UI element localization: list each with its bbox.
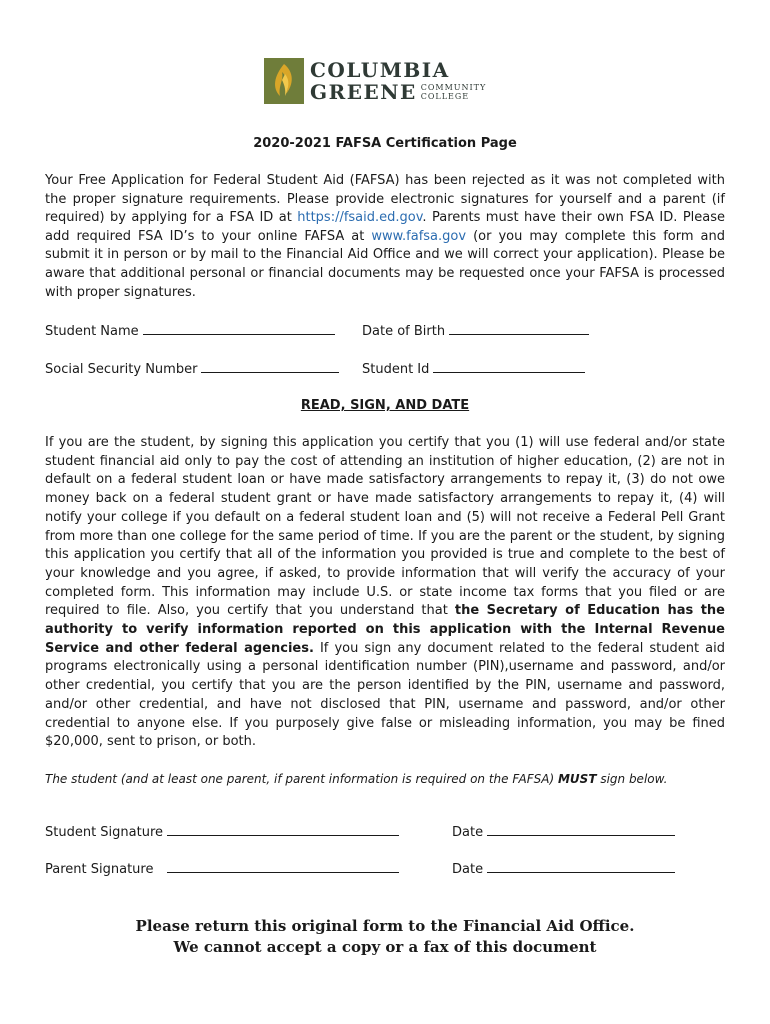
ssn-label: Social Security Number (45, 362, 198, 377)
logo-columbia: COLUMBIA (310, 58, 450, 82)
student-id-label: Student Id (362, 362, 430, 377)
student-signature-field[interactable] (45, 823, 399, 840)
read-sign-date-heading: READ, SIGN, AND DATE (300, 398, 470, 413)
student-name-label: Student Name (45, 324, 139, 339)
ssn-field[interactable] (45, 360, 339, 377)
date-of-birth-label: Date of Birth (362, 324, 446, 339)
parent-date-label: Date (452, 862, 484, 877)
parent-signature-label: Parent Signature (45, 862, 154, 877)
student-signature-label: Student Signature (45, 825, 164, 840)
date-of-birth-line[interactable] (449, 322, 589, 335)
student-id-field[interactable] (362, 360, 585, 377)
date-of-birth-field[interactable] (362, 322, 589, 339)
fafsa-link[interactable]: www.fafsa.gov (371, 228, 467, 244)
fsaid-link[interactable]: https://fsaid.ed.gov (297, 210, 423, 226)
logo-college: COLLEGE (420, 92, 470, 101)
student-signature-line[interactable] (167, 823, 399, 836)
student-date-field[interactable] (452, 823, 675, 840)
footer-copy-notice: We cannot accept a copy or a fax of this document (173, 938, 597, 956)
college-logo (264, 56, 486, 106)
parent-signature-field[interactable] (45, 860, 399, 877)
footer-return-notice: Please return this original form to the Financial Aid Office. (135, 917, 635, 935)
flame-logo-icon (264, 58, 304, 104)
secretary-authority-text: the Secretary of Education has the authority to verify information reported on this application with the Internal Revenue Service and other federal agencies. (45, 603, 725, 656)
ssn-line[interactable] (201, 360, 339, 373)
parent-date-line[interactable] (487, 860, 675, 873)
parent-signature-line[interactable] (167, 860, 399, 873)
page-title: 2020-2021 FAFSA Certification Page (253, 136, 517, 151)
student-id-line[interactable] (433, 360, 585, 373)
student-name-line[interactable] (143, 322, 335, 335)
student-date-line[interactable] (487, 823, 675, 836)
parent-date-field[interactable] (452, 860, 675, 877)
intro-paragraph: Your Free Application for Federal Student Aid (FAFSA) has been rejected as it was not completed with the proper signature requirements. Please provide electronic signatures for yourself and a parent (if required) by applying for a FSA ID at https://fsaid.ed.gov. Parents must have their own FSA ID. Please add required FSA ID’s to your online FAFSA at www.fafsa.gov (or you may complete this form and submit it in person or by mail to the Financial Aid Office and we will correct your application). Please be aware that additional personal or financial documents may be requested once your FAFSA is processed with proper signatures. (45, 173, 725, 300)
certification-paragraph: If you are the student, by signing this application you certify that you (1) will use federal and/or state student financial aid only to pay the cost of attending an institution of higher education, (2) are not in default on a federal student loan or have made satisfactory arrangements to repay it, (3) do not owe money back on a federal student grant or have made satisfactory arrangements to repay it, (4) will notify your college if you default on a federal student loan and (5) will not receive a Federal Pell Grant from more than one college for the same period of time. If you are the parent or the student, by signing this application you certify that all of the information you provided is true and complete to the best of your knowledge and you agree, if asked, to provide information that will verify the accuracy of your completed form. This information may include U.S. or state income tax forms that you filed or are required to file. Also, you certify that you understand that the Secretary of Education has the authority to verify information reported on this application with the Internal Revenue Service and other federal agencies. If you sign any document related to the federal student aid programs electronically using a personal identification number (PIN),username and password, and/or other credential, you certify that you are the person identified by the PIN, username and password, and/or other credential, and have not disclosed that PIN, username and password, and/or other credential to anyone else. If you purposely give false or misleading information, you may be fined $20,000, sent to prison, or both. (45, 435, 725, 750)
student-name-field[interactable] (45, 322, 335, 339)
logo-community: COMMUNITY (420, 83, 487, 92)
student-date-label: Date (452, 825, 484, 840)
signature-instruction: The student (and at least one parent, if parent information is required on the FAFSA) MUST sign below. (45, 772, 668, 786)
logo-greene: GREENE (310, 80, 417, 104)
